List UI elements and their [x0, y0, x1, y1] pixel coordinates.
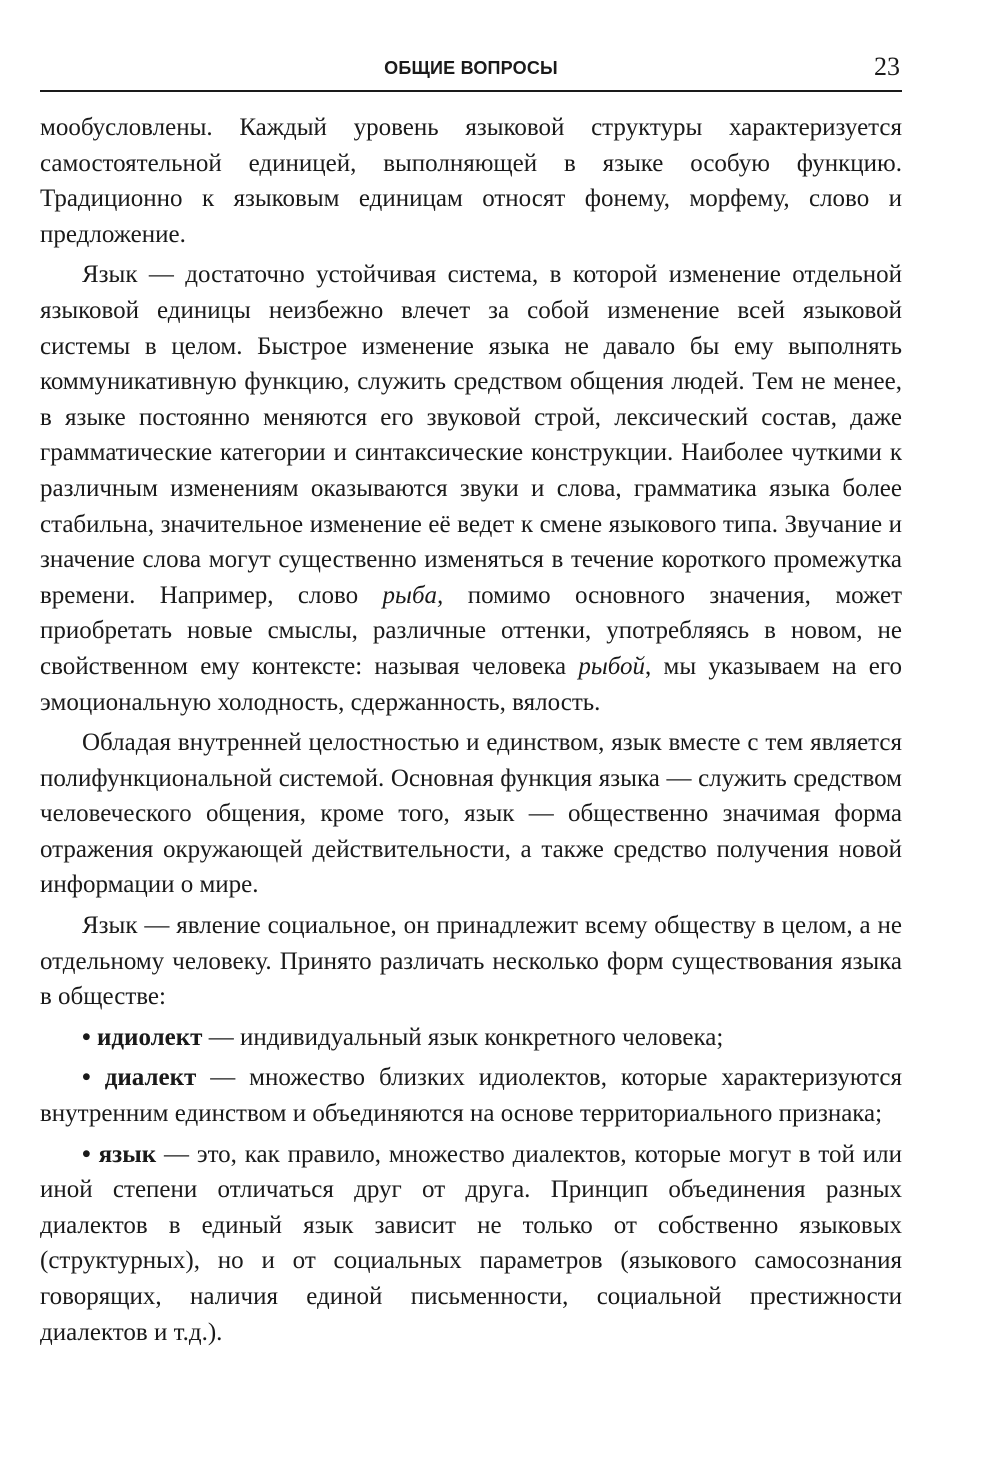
running-title: ОБЩИЕ ВОПРОСЫ — [384, 58, 558, 78]
paragraph-text: Язык — достаточно устойчивая система, в которой изменение отдельной языковой единицы неизбежно влечет за собой изменение всей языковой системы в целом. Быстрое изменение языка не давало бы ему выполнять коммуникативную функцию, служить средством общения людей. Тем не менее, в языке постоянно меняются его звуковой строй, лексический состав, даже грамматические категории и синтаксические конструкции. Наиболее чуткими к различным изменениям оказываются звуки и слова, грамматика языка более стабильна, значительное изменение её ведет к смене языкового типа. Звучание и значение слова могут существенно изменяться в течение короткого промежутка времени. Например, слово — [40, 261, 902, 609]
paragraph-language-stability — [40, 257, 902, 720]
paragraph-social-phenomenon: Язык — явление социальное, он принадлежит всему обществу в целом, а не отдельному человеку. Принято различать несколько форм существования языка в обществе: — [40, 912, 902, 1011]
paragraph-polyfunctional: Обладая внутренней целостностью и единством, язык вместе с тем является полифункциональной системой. Основная функция языка — служить средством человеческого общения, кроме того, язык — общественно значимая форма отражения окружающей действительности, а также средство получения новой информации о мире. — [40, 729, 902, 899]
book-page — [40, 0, 902, 1465]
bullet-definition: — множество близких идиолектов, которые характеризуются внутренним единством и объединяются на основе территориального признака; — [40, 1064, 902, 1128]
bullet-definition: — индивидуальный язык конкретного человека; — [202, 1023, 724, 1051]
example-word-ryboy: рыбой — [578, 652, 646, 680]
example-word-ryba: рыба, — [382, 581, 444, 609]
paragraph-text: помимо основного значения, может приобретать новые смыслы, различные оттенки, употребляясь в новом, не свойственном ему контексте: называя человека — [40, 581, 902, 680]
running-head — [40, 50, 902, 92]
bullet-term: • диалект — [82, 1064, 197, 1092]
body-text — [40, 110, 902, 1355]
bullet-dialect — [40, 1060, 902, 1131]
bullet-language — [40, 1137, 902, 1351]
paragraph-continuation: мообусловлены. Каждый уровень языковой структуры характеризуется самостоятельной единицей, выполняющей в языке особую функцию. Традиционно к языковым единицам относят фонему, морфему, слово и предложение. — [40, 114, 902, 248]
paragraph-text: , мы указываем на его эмоциональную холодность, сдержанность, вялость. — [40, 652, 902, 716]
page-number: 23 — [874, 52, 900, 81]
bullet-term: • идиолект — [82, 1023, 203, 1051]
bullet-idiolect — [40, 1020, 902, 1056]
bullet-definition: — это, как правило, множество диалектов, которые могут в той или иной степени отличаться друг от друга. Принцип объединения разных диалектов в единый язык зависит не только от собственно языковых (структурных), но и от социальных параметров (языкового самосознания говорящих, наличия единой письменности, социальной престижности диалектов и т.д.). — [40, 1140, 902, 1346]
bullet-term: • язык — [82, 1140, 157, 1168]
